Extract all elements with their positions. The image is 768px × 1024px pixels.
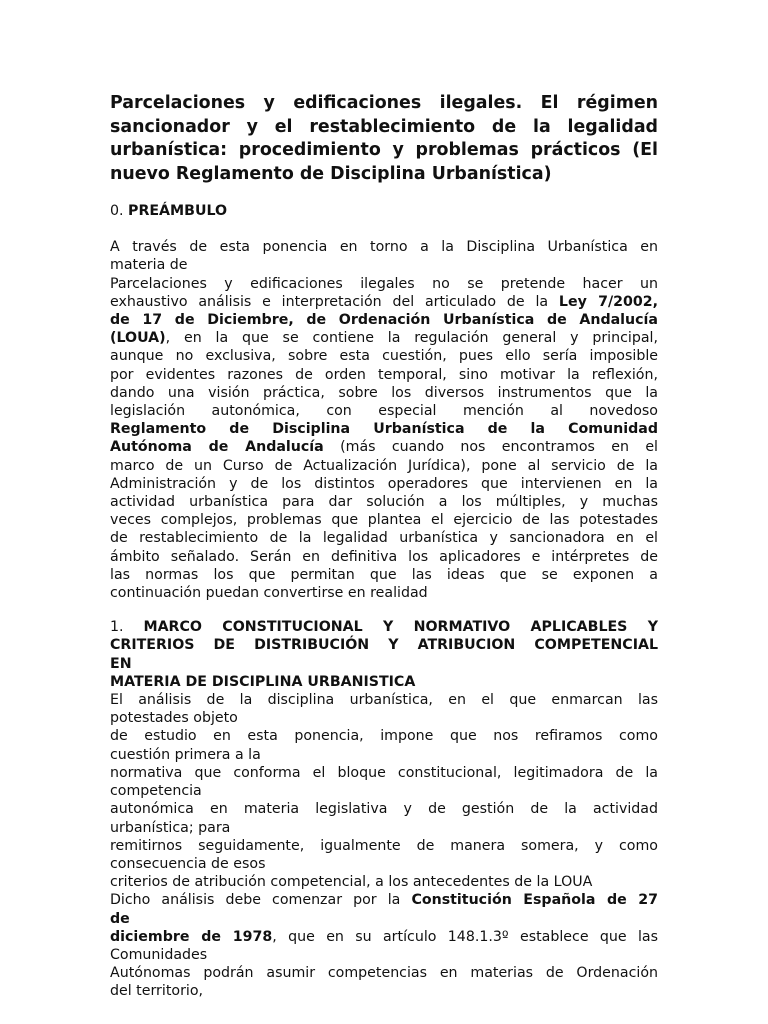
text-line (110, 928, 658, 946)
text-fragment: exhaustivo análisis e interpretación del articulado de la (110, 293, 559, 310)
constitution-reference-line: de (110, 910, 130, 927)
preamble-paragraph (110, 238, 658, 602)
text-line: ámbito señalado. Serán en definitiva los aplicadores e intérpretes de (110, 548, 658, 565)
document-page (110, 92, 658, 1001)
text-line: competencia (110, 783, 202, 800)
text-line: de estudio en esta ponencia, impone que nos refiramos como (110, 728, 658, 745)
text-line (110, 293, 658, 311)
constitution-date: diciembre de 1978 (110, 928, 273, 945)
text-line: remitirnos seguidamente, igualmente de manera somera, y como (110, 837, 658, 854)
text-line: potestades objeto (110, 710, 238, 727)
text-line: de restablecimiento de la legalidad urbanística y sancionadora en el (110, 530, 658, 547)
text-line: cuestión primera a la (110, 746, 261, 763)
section-1-heading (110, 618, 658, 691)
law-reference-line: de 17 de Diciembre, de Ordenación Urbanística de Andalucía (110, 312, 658, 329)
text-line: veces complejos, problemas que plantea el ejercicio de las potestades (110, 512, 658, 529)
text-line: consecuencia de esos (110, 855, 266, 872)
text-line: del territorio, (110, 983, 204, 1000)
heading-text: MARCO CONSTITUCIONAL Y NORMATIVO APLICABLES Y (143, 619, 659, 636)
text-line: Administración y de los distintos operadores que intervienen en la (110, 475, 658, 492)
text-line: A través de esta ponencia en torno a la Disciplina Urbanística en (110, 239, 658, 256)
text-line: El análisis de la disciplina urbanística, en el que enmarcan las (110, 692, 658, 709)
text-line: por evidentes razones de orden temporal, sino motivar la reflexión, (110, 366, 658, 383)
text-line (110, 891, 658, 909)
text-line: Parcelaciones y edificaciones ilegales no se pretende hacer un (110, 275, 658, 292)
heading-line: MATERIA DE DISCIPLINA URBANISTICA (110, 673, 416, 690)
text-line: continuación puedan convertirse en realidad (110, 585, 428, 602)
document-title: Parcelaciones y edificaciones ilegales. El régimen sancionador y el restablecimiento de la legalidad urbanística: procedimiento y problemas prácticos (El nuevo Reglamento de Disciplina Urbanística) (110, 93, 658, 184)
heading-line: CRITERIOS DE DISTRIBUCIÓN Y ATRIBUCION COMPETENCIAL (110, 637, 658, 654)
text-line: autonómica en materia legislativa y de gestión de la actividad (110, 801, 658, 818)
text-line: materia de (110, 257, 188, 274)
text-line: aunque no exclusiva, sobre esta cuestión, pues ello sería imposible (110, 348, 658, 365)
text-line: Autónomas podrán asumir competencias en materias de Ordenación (110, 965, 658, 982)
section-1-number: 1. (110, 619, 144, 636)
text-line: urbanística; para (110, 819, 231, 836)
text-line: criterios de atribución competencial, a los antecedentes de la LOUA (110, 874, 593, 891)
text-line: las normas los que permitan que las ideas que se exponen a (110, 566, 658, 583)
preamble-heading-text: PREÁMBULO (128, 203, 228, 219)
text-line: legislación autonómica, con especial mención al novedoso (110, 403, 658, 420)
law-acronym: (LOUA) (110, 330, 166, 347)
heading-line: EN (110, 655, 132, 672)
text-line (110, 329, 658, 347)
preamble-heading (110, 202, 658, 220)
text-fragment: , que en su artículo 148.1.3º establece que las (272, 928, 658, 945)
constitution-reference: Constitución Española de 27 (411, 892, 658, 909)
text-line: marco de un Curso de Actualización Jurídica), pone al servicio de la (110, 457, 658, 474)
law-reference: Ley 7/2002, (558, 293, 659, 310)
text-line: Comunidades (110, 946, 208, 963)
text-line: actividad urbanística para dar solución a los múltiples, y muchas (110, 494, 658, 511)
heading-line (110, 618, 658, 636)
text-fragment: Dicho análisis debe comenzar por la (110, 892, 412, 909)
regulation-reference: Autónoma de Andalucía (110, 439, 324, 456)
text-fragment: , en la que se contiene la regulación general y principal, (165, 330, 658, 347)
text-line (110, 438, 658, 456)
text-line: dando una visión práctica, sobre los diversos instrumentos que la (110, 384, 658, 401)
section-1-paragraph (110, 691, 658, 1000)
regulation-reference-line: Reglamento de Disciplina Urbanística de la Comunidad (110, 421, 658, 438)
text-line: normativa que conforma el bloque constitucional, legitimadora de la (110, 764, 658, 781)
text-fragment: (más cuando nos encontramos en el (323, 439, 659, 456)
preamble-number: 0. (110, 203, 129, 219)
